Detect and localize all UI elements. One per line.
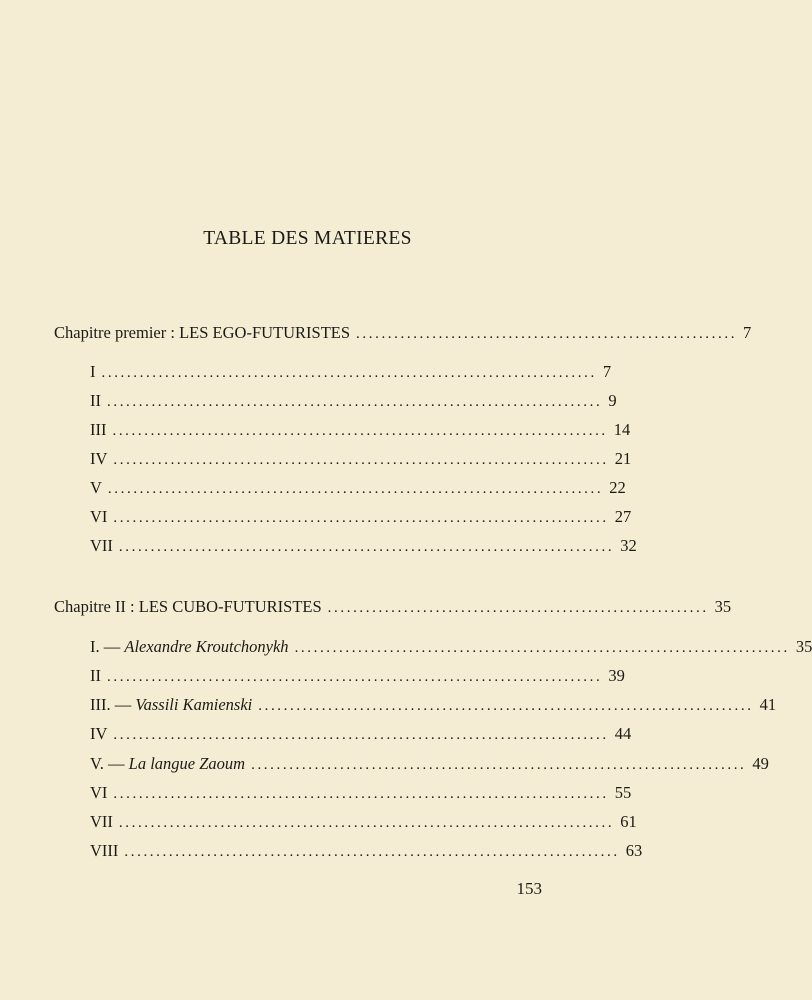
chapter-1-label: Chapitre premier : LES EGO-FUTURISTES (54, 323, 351, 342)
toc-entry: II .............................................................................. 39 (90, 666, 625, 685)
toc-entry: I .............................................................................. 7 (90, 362, 612, 381)
leader-dots: ............................................................ (327, 600, 709, 616)
toc-entry: VI .............................................................................. 55 (90, 783, 632, 802)
toc-entry: V. — La langue Zaoum .............................................................................. 49 (90, 754, 769, 773)
toc-entry: VII .............................................................................. 61 (90, 812, 637, 831)
page-number: 153 (516, 879, 542, 898)
toc-entry: V .............................................................................. 22 (90, 478, 626, 497)
leader-dots: .............................................................................. (107, 394, 603, 410)
toc-entry: VI .............................................................................. 27 (90, 507, 632, 526)
leader-dots: .............................................................................. (113, 452, 609, 468)
leader-dots: .............................................................................. (107, 481, 604, 497)
leader-dots: ............................................................ (356, 326, 738, 342)
toc-entry: IV .............................................................................. 21 (90, 449, 632, 468)
chapter-2-label: Chapitre II : LES CUBO-FUTURISTES (54, 597, 322, 616)
toc-entry: IV .............................................................................. 44 (90, 724, 632, 743)
leader-dots: .............................................................................. (113, 727, 609, 743)
toc-chapter-1 (54, 323, 752, 343)
leader-dots: .............................................................................. (118, 539, 615, 555)
leader-dots: .............................................................................. (113, 786, 609, 802)
leader-dots: .............................................................................. (124, 844, 620, 860)
toc-entry: I. — Alexandre Kroutchonykh .............................................................................. 35 (90, 637, 812, 656)
toc-entry: II .............................................................................. 9 (90, 391, 617, 410)
toc-entry: III. — Vassili Kamienski .............................................................................. 41 (90, 695, 777, 714)
leader-dots: .............................................................................. (112, 423, 608, 439)
leader-dots: .............................................................................. (258, 698, 754, 714)
toc-chapter-2 (54, 597, 732, 617)
leader-dots: .............................................................................. (107, 669, 603, 685)
toc-entry: VII .............................................................................. 32 (90, 536, 637, 555)
toc-entry: III .............................................................................. 14 (90, 420, 631, 439)
chapter-1-page: 7 (743, 323, 752, 342)
leader-dots: .............................................................................. (251, 757, 747, 773)
leader-dots: .............................................................................. (118, 815, 615, 831)
leader-dots: .............................................................................. (113, 510, 609, 526)
chapter-2-page: 35 (714, 597, 732, 616)
page-title: TABLE DES MATIERES (203, 228, 412, 249)
leader-dots: .............................................................................. (101, 365, 597, 381)
toc-entry: VIII .............................................................................. 63 (90, 841, 643, 860)
leader-dots: .............................................................................. (294, 640, 790, 656)
